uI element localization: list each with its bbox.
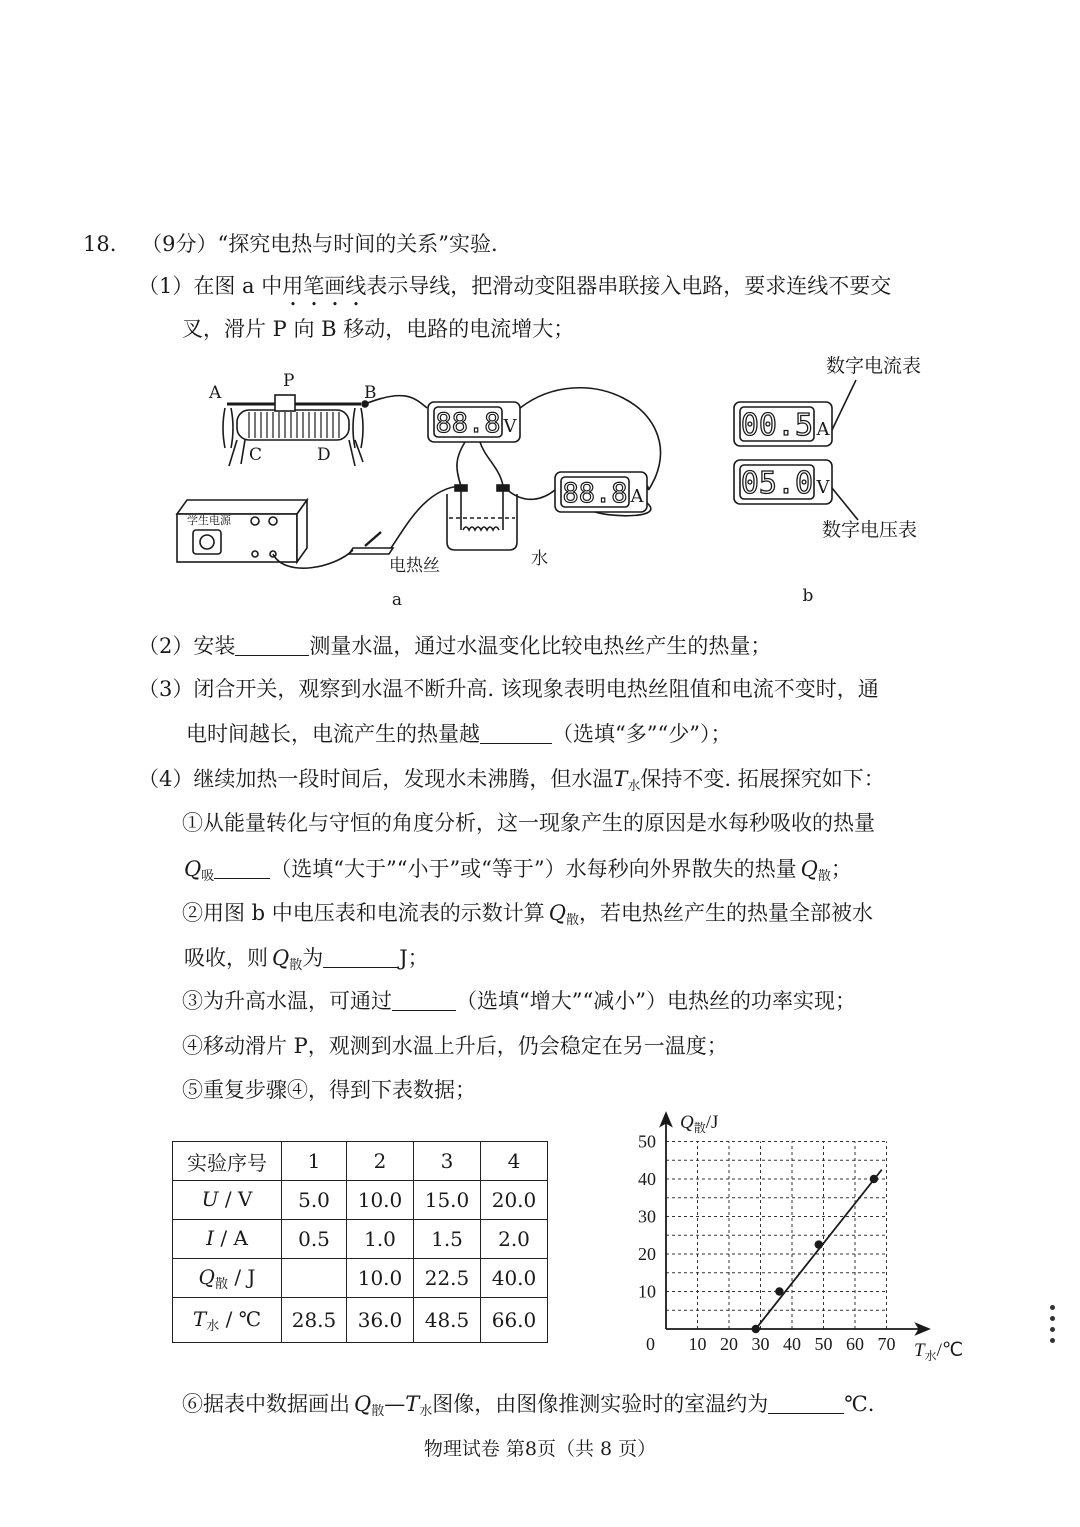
table-cell bbox=[282, 1259, 347, 1298]
answer-blank[interactable] bbox=[768, 1391, 844, 1414]
question-points: （9分） bbox=[141, 232, 218, 256]
x-tick-label: 10 bbox=[688, 1334, 707, 1354]
label-C: C bbox=[249, 445, 263, 465]
table-header-cell: 1 bbox=[282, 1142, 347, 1181]
step3: ③为升高水温，可通过 （选填“增大”“减小”）电热丝的功率实现； bbox=[182, 989, 856, 1013]
page-footer: 物理试卷 第8页（共 8 页） bbox=[423, 1438, 657, 1460]
part2: （2）安装 测量水温，通过水温变化比较电热丝产生的热量； bbox=[138, 634, 772, 658]
figure-b-caption: b bbox=[802, 586, 814, 606]
table-cell: 22.5 bbox=[414, 1259, 481, 1298]
table-row: U / V 5.0 10.0 15.0 20.0 bbox=[173, 1181, 548, 1220]
answer-blank[interactable] bbox=[392, 988, 456, 1011]
table-cell: 0.5 bbox=[282, 1220, 347, 1259]
y-tick-label: 10 bbox=[638, 1281, 656, 1302]
ammeter-reading: 00.5 bbox=[740, 408, 814, 443]
answer-blank[interactable] bbox=[214, 856, 270, 879]
table-cell: 10.0 bbox=[347, 1181, 414, 1220]
part3-line2: 电时间越长，电流产生的热量越 （选填“多”“少”）； bbox=[186, 722, 732, 746]
y-tick-label: 20 bbox=[638, 1244, 656, 1264]
x-tick-label: 50 bbox=[814, 1334, 833, 1354]
data-table bbox=[172, 1141, 548, 1343]
part1-line2: 叉，滑片 P 向 B 移动，电路的电流增大； bbox=[182, 317, 575, 341]
y-axis-label: $Q_散/J$ bbox=[680, 1112, 719, 1135]
page-dots bbox=[1050, 1305, 1058, 1349]
data-point bbox=[815, 1240, 823, 1248]
ammeter-label: 数字电流表 bbox=[826, 355, 922, 377]
data-point bbox=[775, 1287, 783, 1295]
origin-label: 0 bbox=[646, 1334, 655, 1354]
beaker bbox=[447, 485, 517, 550]
q-t-chart bbox=[620, 1100, 980, 1370]
answer-blank[interactable] bbox=[480, 721, 552, 744]
step6: ⑥据表中数据画出 $Q_散—T_水$图像，由图像推测实验时的室温约为 ℃. bbox=[182, 1392, 875, 1419]
y-tick-label: 50 bbox=[638, 1131, 656, 1152]
table-row: I / A 0.5 1.0 1.5 2.0 bbox=[173, 1220, 548, 1259]
table-cell: 48.5 bbox=[414, 1298, 481, 1343]
y-tick-label: 40 bbox=[638, 1169, 656, 1189]
x-tick-label: 20 bbox=[720, 1334, 738, 1354]
table-header-row bbox=[173, 1142, 548, 1181]
power-supply bbox=[177, 500, 307, 562]
label-P: P bbox=[283, 371, 295, 391]
x-tick-label: 60 bbox=[846, 1334, 864, 1354]
step2-line2: 吸收，则 $Q_散$为 J； bbox=[184, 946, 429, 973]
table-cell: 2.0 bbox=[481, 1220, 548, 1259]
table-cell: 36.0 bbox=[347, 1298, 414, 1343]
step1-line1: ①从能量转化与守恒的角度分析，这一现象产生的原因是水每秒吸收的热量 bbox=[182, 811, 875, 835]
table-cell: 66.0 bbox=[481, 1298, 548, 1343]
voltmeter-reading: 05.0 bbox=[740, 466, 814, 501]
step1-line2: $Q_吸$ （选填“大于”“小于”或“等于”）水每秒向外界散失的热量 $Q_散$； bbox=[184, 857, 852, 884]
x-axis-label: $T_水/℃$ bbox=[914, 1340, 964, 1363]
table-header-label: 实验序号 bbox=[173, 1142, 282, 1181]
table-header-cell: 4 bbox=[481, 1142, 548, 1181]
data-point bbox=[870, 1175, 878, 1183]
y-tick-label: 30 bbox=[638, 1206, 656, 1227]
table-cell: 20.0 bbox=[481, 1181, 548, 1220]
table-cell: 10.0 bbox=[347, 1259, 414, 1298]
step4: ④移动滑片 P，观测到水温上升后，仍会稳定在另一温度； bbox=[182, 1034, 728, 1058]
meters-figure-b bbox=[728, 350, 948, 610]
voltmeter-unit: V bbox=[503, 416, 517, 437]
label-D: D bbox=[317, 445, 331, 465]
x-tick-label: 40 bbox=[783, 1334, 801, 1354]
label-B: B bbox=[364, 383, 377, 403]
ammeter-reading-unit: A bbox=[816, 419, 830, 440]
answer-blank[interactable] bbox=[235, 633, 309, 656]
answer-blank[interactable] bbox=[323, 945, 399, 968]
step5: ⑤重复步骤④，得到下表数据； bbox=[182, 1078, 476, 1102]
table-row: $T_水$ / ℃ 28.5 36.0 48.5 66.0 bbox=[173, 1298, 548, 1343]
emphasis-text: 用笔画线 bbox=[282, 274, 367, 298]
water-label: 水 bbox=[531, 549, 548, 569]
figure-a-caption: a bbox=[391, 590, 403, 608]
rheostat bbox=[223, 395, 368, 466]
table-cell: 1.0 bbox=[347, 1220, 414, 1259]
table-cell: 5.0 bbox=[282, 1181, 347, 1220]
data-point bbox=[752, 1325, 760, 1333]
power-supply-label: 学生电源 bbox=[187, 514, 231, 527]
part3-line1: （3）闭合开关，观察到水温不断升高. 该现象表明电热丝阻值和电流不变时，通 bbox=[138, 677, 879, 701]
fit-line bbox=[754, 1170, 882, 1331]
x-tick-label: 30 bbox=[751, 1334, 770, 1354]
part4-intro: （4）继续加热一段时间后，发现水未沸腾，但水温$T_水$保持不变. 拓展探究如下： bbox=[138, 767, 885, 794]
x-tick-label: 70 bbox=[877, 1334, 896, 1354]
label-A: A bbox=[209, 383, 222, 403]
table-header-cell: 2 bbox=[347, 1142, 414, 1181]
voltmeter-display: 88.8 bbox=[435, 408, 501, 439]
ammeter-unit: A bbox=[630, 486, 644, 507]
circuit-figure-a bbox=[165, 368, 685, 608]
part1-line1: （1）在图 a 中用笔画线表示导线，把滑动变阻器串联接入电路，要求连线不要交 bbox=[138, 274, 892, 298]
ammeter-display: 88.8 bbox=[562, 478, 628, 509]
voltmeter-reading-unit: V bbox=[816, 477, 830, 498]
voltmeter-label: 数字电压表 bbox=[822, 519, 918, 541]
table-row: $Q_散$ / J 10.0 22.5 40.0 bbox=[173, 1259, 548, 1298]
question-number: 18. bbox=[83, 232, 117, 256]
question-title: “探究电热与时间的关系”实验. bbox=[217, 232, 498, 256]
table-header-cell: 3 bbox=[414, 1142, 481, 1181]
heater-label: 电热丝 bbox=[389, 556, 440, 576]
table-cell: 28.5 bbox=[282, 1298, 347, 1343]
question-header bbox=[83, 229, 498, 259]
table-cell: 15.0 bbox=[414, 1181, 481, 1220]
table-cell: 40.0 bbox=[481, 1259, 548, 1298]
table-cell: 1.5 bbox=[414, 1220, 481, 1259]
step2-line1: ②用图 b 中电压表和电流表的示数计算 $Q_散$，若电热丝产生的热量全部被水 bbox=[182, 901, 874, 928]
